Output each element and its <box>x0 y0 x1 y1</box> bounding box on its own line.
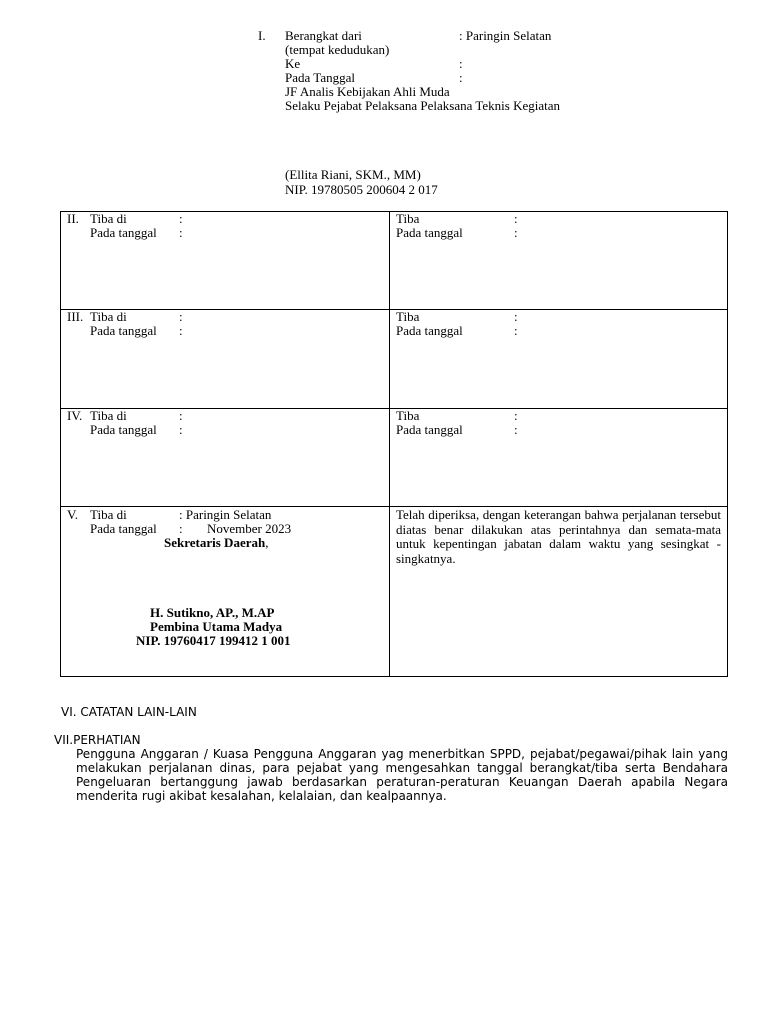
signer-name: (Ellita Riani, SKM., MM) <box>285 167 421 182</box>
arrive-date-value: November 2023 <box>207 521 292 536</box>
verification-statement: Telah diperiksa, dengan keterangan bahwa perjalanan tersebut diatas benar dilakukan atas perintahnya dan semata-mata untuk kepentingan jabatan dalam waktu yang sesingkat - singkatnya. <box>396 507 721 566</box>
attention-heading: VII.PERHATIAN <box>54 733 141 747</box>
position-line-1: JF Analis Kebijakan Ahli Muda <box>285 84 450 99</box>
depart-value: : <box>514 211 518 226</box>
arrive-date-colon: : <box>179 521 183 536</box>
arrive-at-value: : <box>179 408 183 423</box>
table-row-divider <box>60 408 728 409</box>
row-number: V. <box>67 507 78 522</box>
table-border-bottom <box>60 676 728 677</box>
depart-from-value: : Paringin Selatan <box>459 28 552 43</box>
arrive-at-label: Tiba di <box>90 309 127 324</box>
destination-label: Ke <box>285 56 301 71</box>
arrive-at-label: Tiba di <box>90 408 127 423</box>
attention-body: Pengguna Anggaran / Kuasa Pengguna Anggaran yag menerbitkan SPPD, pejabat/pegawai/pihak lain yang melakukan perjalanan dinas, para pejabat yang mengesahkan tanggal berangkat/tiba serta Bendahara Pengeluaran bertanggung jawab berdasarkan peraturan-peraturan Keuangan Daerah apabila Negara menderita rugi akibat kesalahan, kelalaian, dan kealpaannya. <box>76 747 728 803</box>
official-name: H. Sutikno, AP., M.AP <box>150 605 275 620</box>
arrive-at-label: Tiba di <box>90 507 127 522</box>
depart-date-label: Pada tanggal <box>396 225 463 240</box>
depart-label: Tiba <box>396 211 420 226</box>
depart-from-label: Berangkat dari <box>285 28 362 43</box>
table-row-divider <box>60 309 728 310</box>
official-rank: Pembina Utama Madya <box>150 619 283 634</box>
arrive-date-value: : <box>179 225 183 240</box>
depart-date-value: : <box>514 323 518 338</box>
arrive-at-label: Tiba di <box>90 211 127 226</box>
table-column-divider <box>389 211 390 677</box>
official-nip: NIP. 19760417 199412 1 001 <box>136 633 291 648</box>
table-border-left <box>60 211 61 677</box>
seat-note: (tempat kedudukan) <box>285 42 390 57</box>
depart-date-label: Pada Tanggal <box>285 70 355 85</box>
depart-date-colon: : <box>459 70 463 85</box>
arrive-date-value: : <box>179 422 183 437</box>
depart-date-value: : <box>514 422 518 437</box>
arrive-date-value: : <box>179 323 183 338</box>
depart-date-label: Pada tanggal <box>396 422 463 437</box>
row-number: IV. <box>67 408 83 423</box>
office-comma: , <box>265 535 269 550</box>
row-number: II. <box>67 211 79 226</box>
arrive-at-value: : <box>179 211 183 226</box>
depart-date-value: : <box>514 225 518 240</box>
position-line-2: Selaku Pejabat Pelaksana Pelaksana Teknis Kegiatan <box>285 98 561 113</box>
signer-nip: NIP. 19780505 200604 2 017 <box>285 182 438 197</box>
arrive-at-value: : Paringin Selatan <box>179 507 272 522</box>
arrive-date-label: Pada tanggal <box>90 422 157 437</box>
row-number: III. <box>67 309 84 324</box>
depart-date-label: Pada tanggal <box>396 323 463 338</box>
arrive-date-label: Pada tanggal <box>90 225 157 240</box>
office-title-line <box>164 536 268 551</box>
depart-label: Tiba <box>396 309 420 324</box>
arrive-date-label: Pada tanggal <box>90 323 157 338</box>
office-title: Sekretaris Daerah <box>164 535 266 550</box>
destination-colon: : <box>459 56 463 71</box>
table-border-right <box>727 211 728 677</box>
table-border-top <box>60 211 728 212</box>
depart-value: : <box>514 408 518 423</box>
notes-heading: VI. CATATAN LAIN-LAIN <box>61 705 197 719</box>
depart-value: : <box>514 309 518 324</box>
section-1-number: I. <box>258 28 266 43</box>
arrive-date-label: Pada tanggal <box>90 521 157 536</box>
depart-label: Tiba <box>396 408 420 423</box>
arrive-at-value: : <box>179 309 183 324</box>
